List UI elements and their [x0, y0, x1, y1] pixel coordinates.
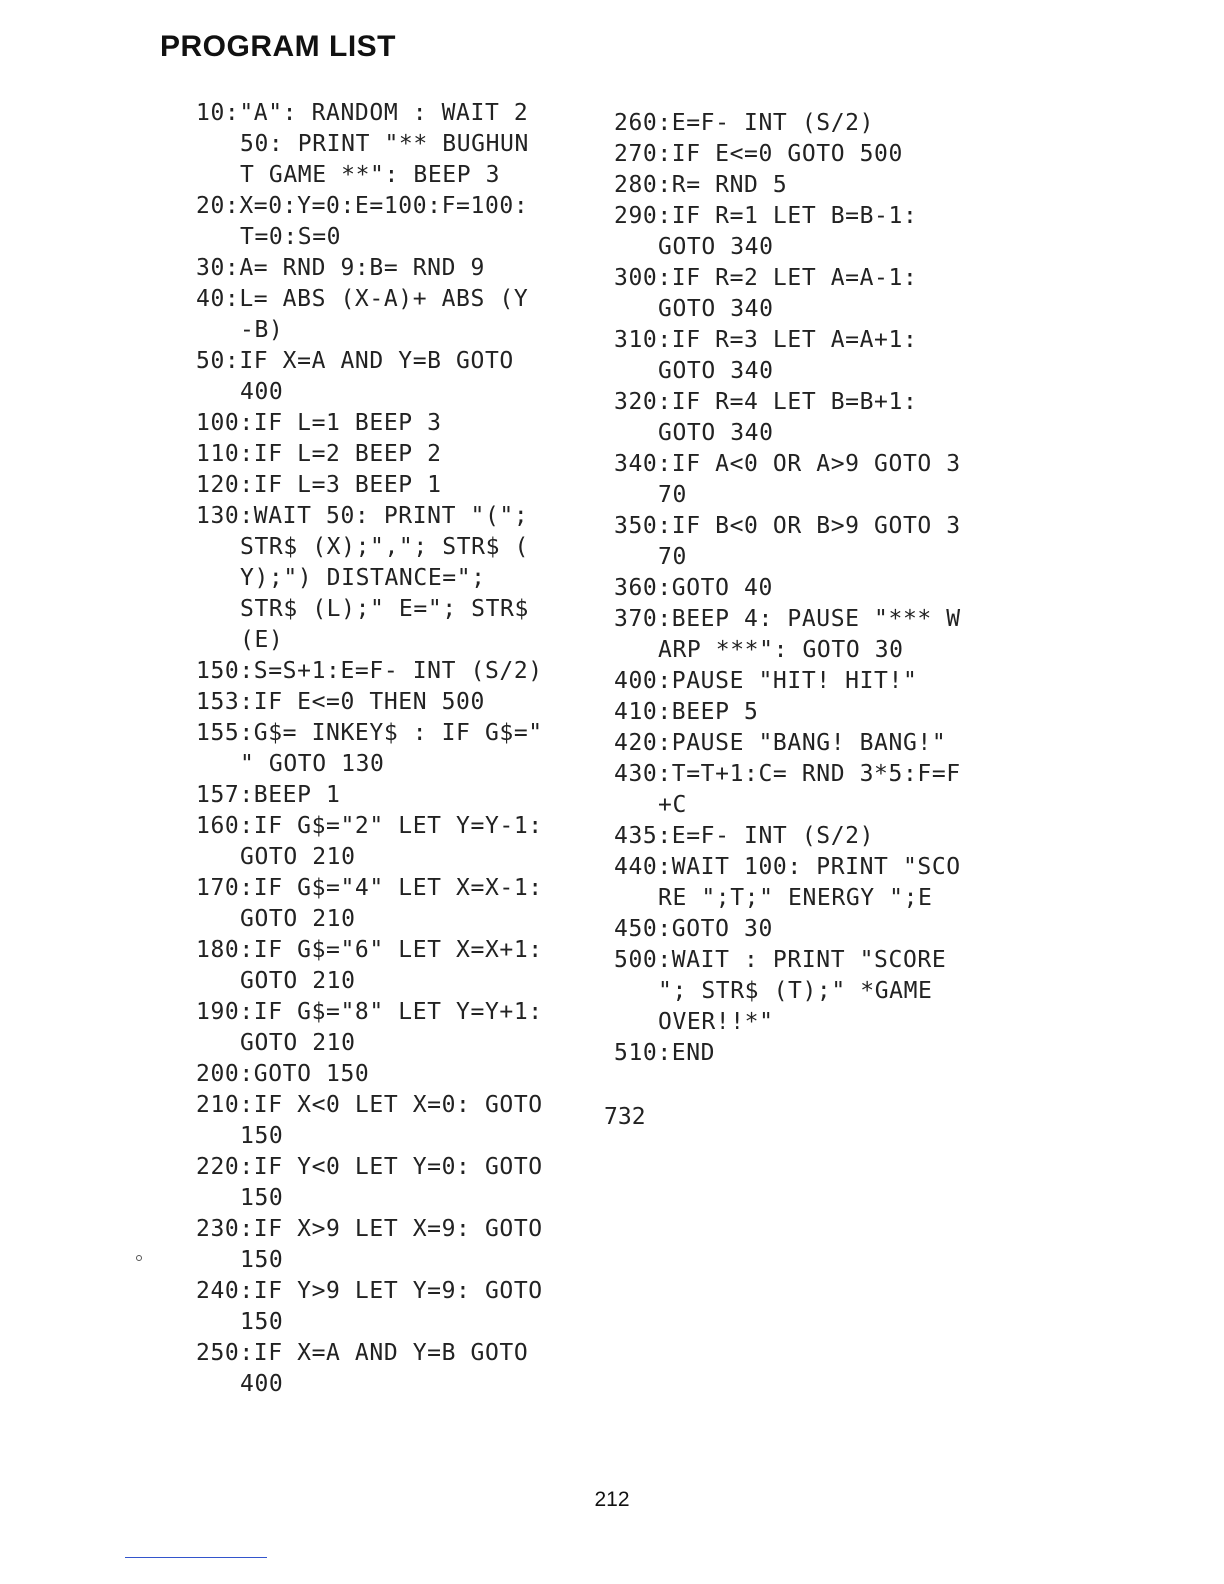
code-line: 130:WAIT 50: PRINT "(";	[196, 503, 529, 529]
code-continuation-line: T=0:S=0	[240, 224, 342, 250]
code-line: 280:R= RND 5	[614, 172, 788, 198]
code-line: 40:L= ABS (X-A)+ ABS (Y	[196, 286, 529, 312]
code-continuation-line: GOTO 340	[658, 358, 774, 384]
code-continuation-line: GOTO 340	[658, 420, 774, 446]
code-continuation-line: ARP ***": GOTO 30	[658, 637, 904, 663]
code-line: 157:BEEP 1	[196, 782, 341, 808]
code-line: 510:END	[614, 1040, 716, 1066]
code-line: 153:IF E<=0 THEN 500	[196, 689, 485, 715]
code-continuation-line: T GAME **": BEEP 3	[240, 162, 501, 188]
code-line: 360:GOTO 40	[614, 575, 773, 601]
code-line: 100:IF L=1 BEEP 3	[196, 410, 442, 436]
code-continuation-line: 150	[240, 1123, 284, 1149]
code-continuation-line: 400	[240, 1371, 284, 1397]
code-line: 340:IF A<0 OR A>9 GOTO 3	[614, 451, 961, 477]
code-line: 260:E=F- INT (S/2)	[614, 110, 875, 136]
code-line: 430:T=T+1:C= RND 3*5:F=F	[614, 761, 961, 787]
code-line: 10:"A": RANDOM : WAIT 2	[196, 100, 529, 126]
code-line: 20:X=0:Y=0:E=100:F=100:	[196, 193, 529, 219]
code-line: 160:IF G$="2" LET Y=Y-1:	[196, 813, 543, 839]
code-line: 170:IF G$="4" LET X=X-1:	[196, 875, 543, 901]
code-continuation-line: GOTO 210	[240, 1030, 356, 1056]
code-line: 200:GOTO 150	[196, 1061, 370, 1087]
program-listing-right-column	[614, 108, 1004, 1069]
code-line: 190:IF G$="8" LET Y=Y+1:	[196, 999, 543, 1025]
code-line: 155:G$= INKEY$ : IF G$="	[196, 720, 543, 746]
code-line: 410:BEEP 5	[614, 699, 759, 725]
code-line: 310:IF R=3 LET A=A+1:	[614, 327, 918, 353]
listing-reference-number: 732	[604, 1104, 646, 1130]
page-title: PROGRAM LIST	[160, 30, 396, 63]
code-continuation-line: +C	[658, 792, 687, 818]
code-continuation-line: 70	[658, 482, 687, 508]
code-continuation-line: GOTO 340	[658, 234, 774, 260]
code-continuation-line: RE ";T;" ENERGY ";E	[658, 885, 933, 911]
code-line: 320:IF R=4 LET B=B+1:	[614, 389, 918, 415]
code-line: 150:S=S+1:E=F- INT (S/2)	[196, 658, 543, 684]
code-line: 120:IF L=3 BEEP 1	[196, 472, 442, 498]
code-continuation-line: STR$ (L);" E="; STR$	[240, 596, 529, 622]
code-continuation-line: 70	[658, 544, 687, 570]
code-line: 435:E=F- INT (S/2)	[614, 823, 875, 849]
code-line: 230:IF X>9 LET X=9: GOTO	[196, 1216, 543, 1242]
footnote-rule	[125, 1557, 267, 1558]
code-line: 400:PAUSE "HIT! HIT!"	[614, 668, 918, 694]
code-continuation-line: GOTO 210	[240, 968, 356, 994]
code-continuation-line: STR$ (X);","; STR$ (	[240, 534, 529, 560]
code-line: 420:PAUSE "BANG! BANG!"	[614, 730, 947, 756]
code-continuation-line: 400	[240, 379, 284, 405]
code-continuation-line: (E)	[240, 627, 284, 653]
code-continuation-line: 50: PRINT "** BUGHUN	[240, 131, 529, 157]
code-line: 290:IF R=1 LET B=B-1:	[614, 203, 918, 229]
code-line: 30:A= RND 9:B= RND 9	[196, 255, 485, 281]
code-continuation-line: GOTO 210	[240, 844, 356, 870]
code-line: 180:IF G$="6" LET X=X+1:	[196, 937, 543, 963]
code-line: 210:IF X<0 LET X=0: GOTO	[196, 1092, 543, 1118]
code-line: 110:IF L=2 BEEP 2	[196, 441, 442, 467]
code-continuation-line: " GOTO 130	[240, 751, 385, 777]
code-continuation-line: 150	[240, 1247, 284, 1273]
code-continuation-line: OVER!!*"	[658, 1009, 774, 1035]
code-line: 500:WAIT : PRINT "SCORE	[614, 947, 947, 973]
code-continuation-line: GOTO 210	[240, 906, 356, 932]
code-line: 250:IF X=A AND Y=B GOTO	[196, 1340, 529, 1366]
code-continuation-line: "; STR$ (T);" *GAME	[658, 978, 933, 1004]
code-line: 450:GOTO 30	[614, 916, 773, 942]
program-listing-left-column	[196, 98, 576, 1400]
code-line: 50:IF X=A AND Y=B GOTO	[196, 348, 514, 374]
code-line: 440:WAIT 100: PRINT "SCO	[614, 854, 961, 880]
code-line: 220:IF Y<0 LET Y=0: GOTO	[196, 1154, 543, 1180]
page-number: 212	[594, 1488, 630, 1511]
code-line: 300:IF R=2 LET A=A-1:	[614, 265, 918, 291]
code-line: 370:BEEP 4: PAUSE "*** W	[614, 606, 961, 632]
margin-dot-mark	[136, 1255, 142, 1261]
code-continuation-line: -B)	[240, 317, 284, 343]
code-continuation-line: 150	[240, 1309, 284, 1335]
code-continuation-line: 150	[240, 1185, 284, 1211]
code-continuation-line: GOTO 340	[658, 296, 774, 322]
code-continuation-line: Y);") DISTANCE=";	[240, 565, 486, 591]
code-line: 270:IF E<=0 GOTO 500	[614, 141, 903, 167]
code-line: 240:IF Y>9 LET Y=9: GOTO	[196, 1278, 543, 1304]
code-line: 350:IF B<0 OR B>9 GOTO 3	[614, 513, 961, 539]
